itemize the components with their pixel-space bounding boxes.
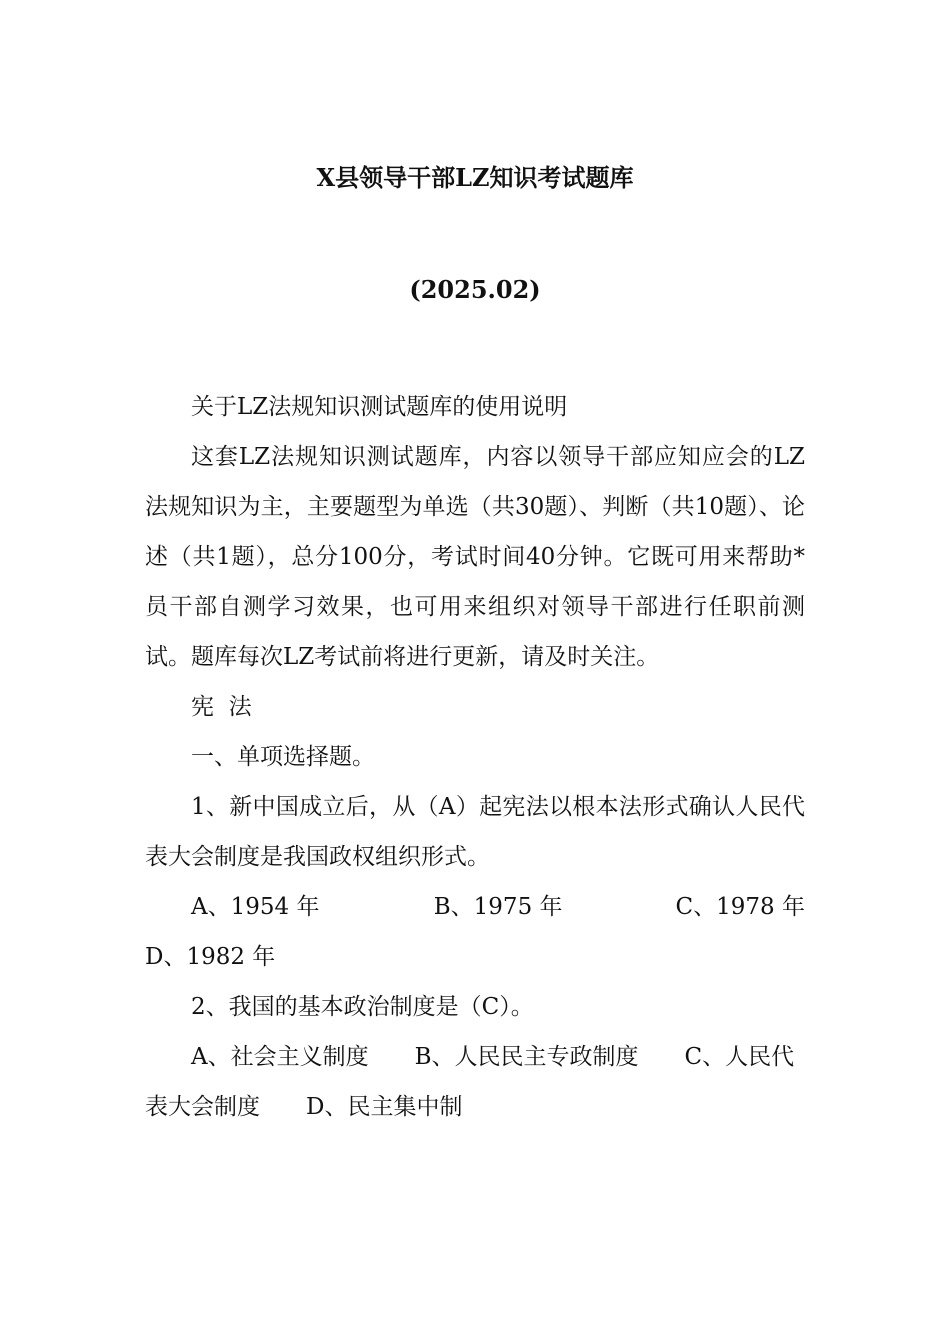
question-1-text: 1、新中国成立后，从（A）起宪法以根本法形式确认人民代表大会制度是我国政权组织形式。 [145,794,805,870]
question-1-option-a: A、1954 年 [191,894,320,920]
intro-paragraph: 这套LZ法规知识测试题库，内容以领导干部应知应会的LZ法规知识为主，主要题型为单选（共30题）、判断（共10题）、论述（共1题），总分100分，考试时间40分钟。它既可用来帮助*员干部自测学习效果，也可用来组织对领导干部进行任职前测试。题库每次LZ考试前将进行更新，请及时关注。 [145,444,805,670]
question-1-option-b: B、1975 年 [433,894,563,920]
intro-heading: 关于LZ法规知识测试题库的使用说明 [191,394,568,420]
document-date: (2025.02) [409,275,541,304]
part-heading: 一、单项选择题。 [191,744,375,770]
section-heading: 宪 法 [191,694,252,720]
question-2-options-line1: A、社会主义制度 B、人民民主专政制度 C、人民代 [191,1044,795,1070]
document-title: X县领导干部LZ知识考试题库 [316,163,634,192]
question-1-options [145,882,805,932]
document-body [145,382,805,1132]
question-2-options-line2: 表大会制度 D、民主集中制 [145,1094,463,1120]
question-1-option-c: C、1978 年 [675,894,805,920]
question-2-text: 2、我国的基本政治制度是（C）。 [191,994,534,1020]
question-1-option-d: D、1982 年 [145,944,276,970]
